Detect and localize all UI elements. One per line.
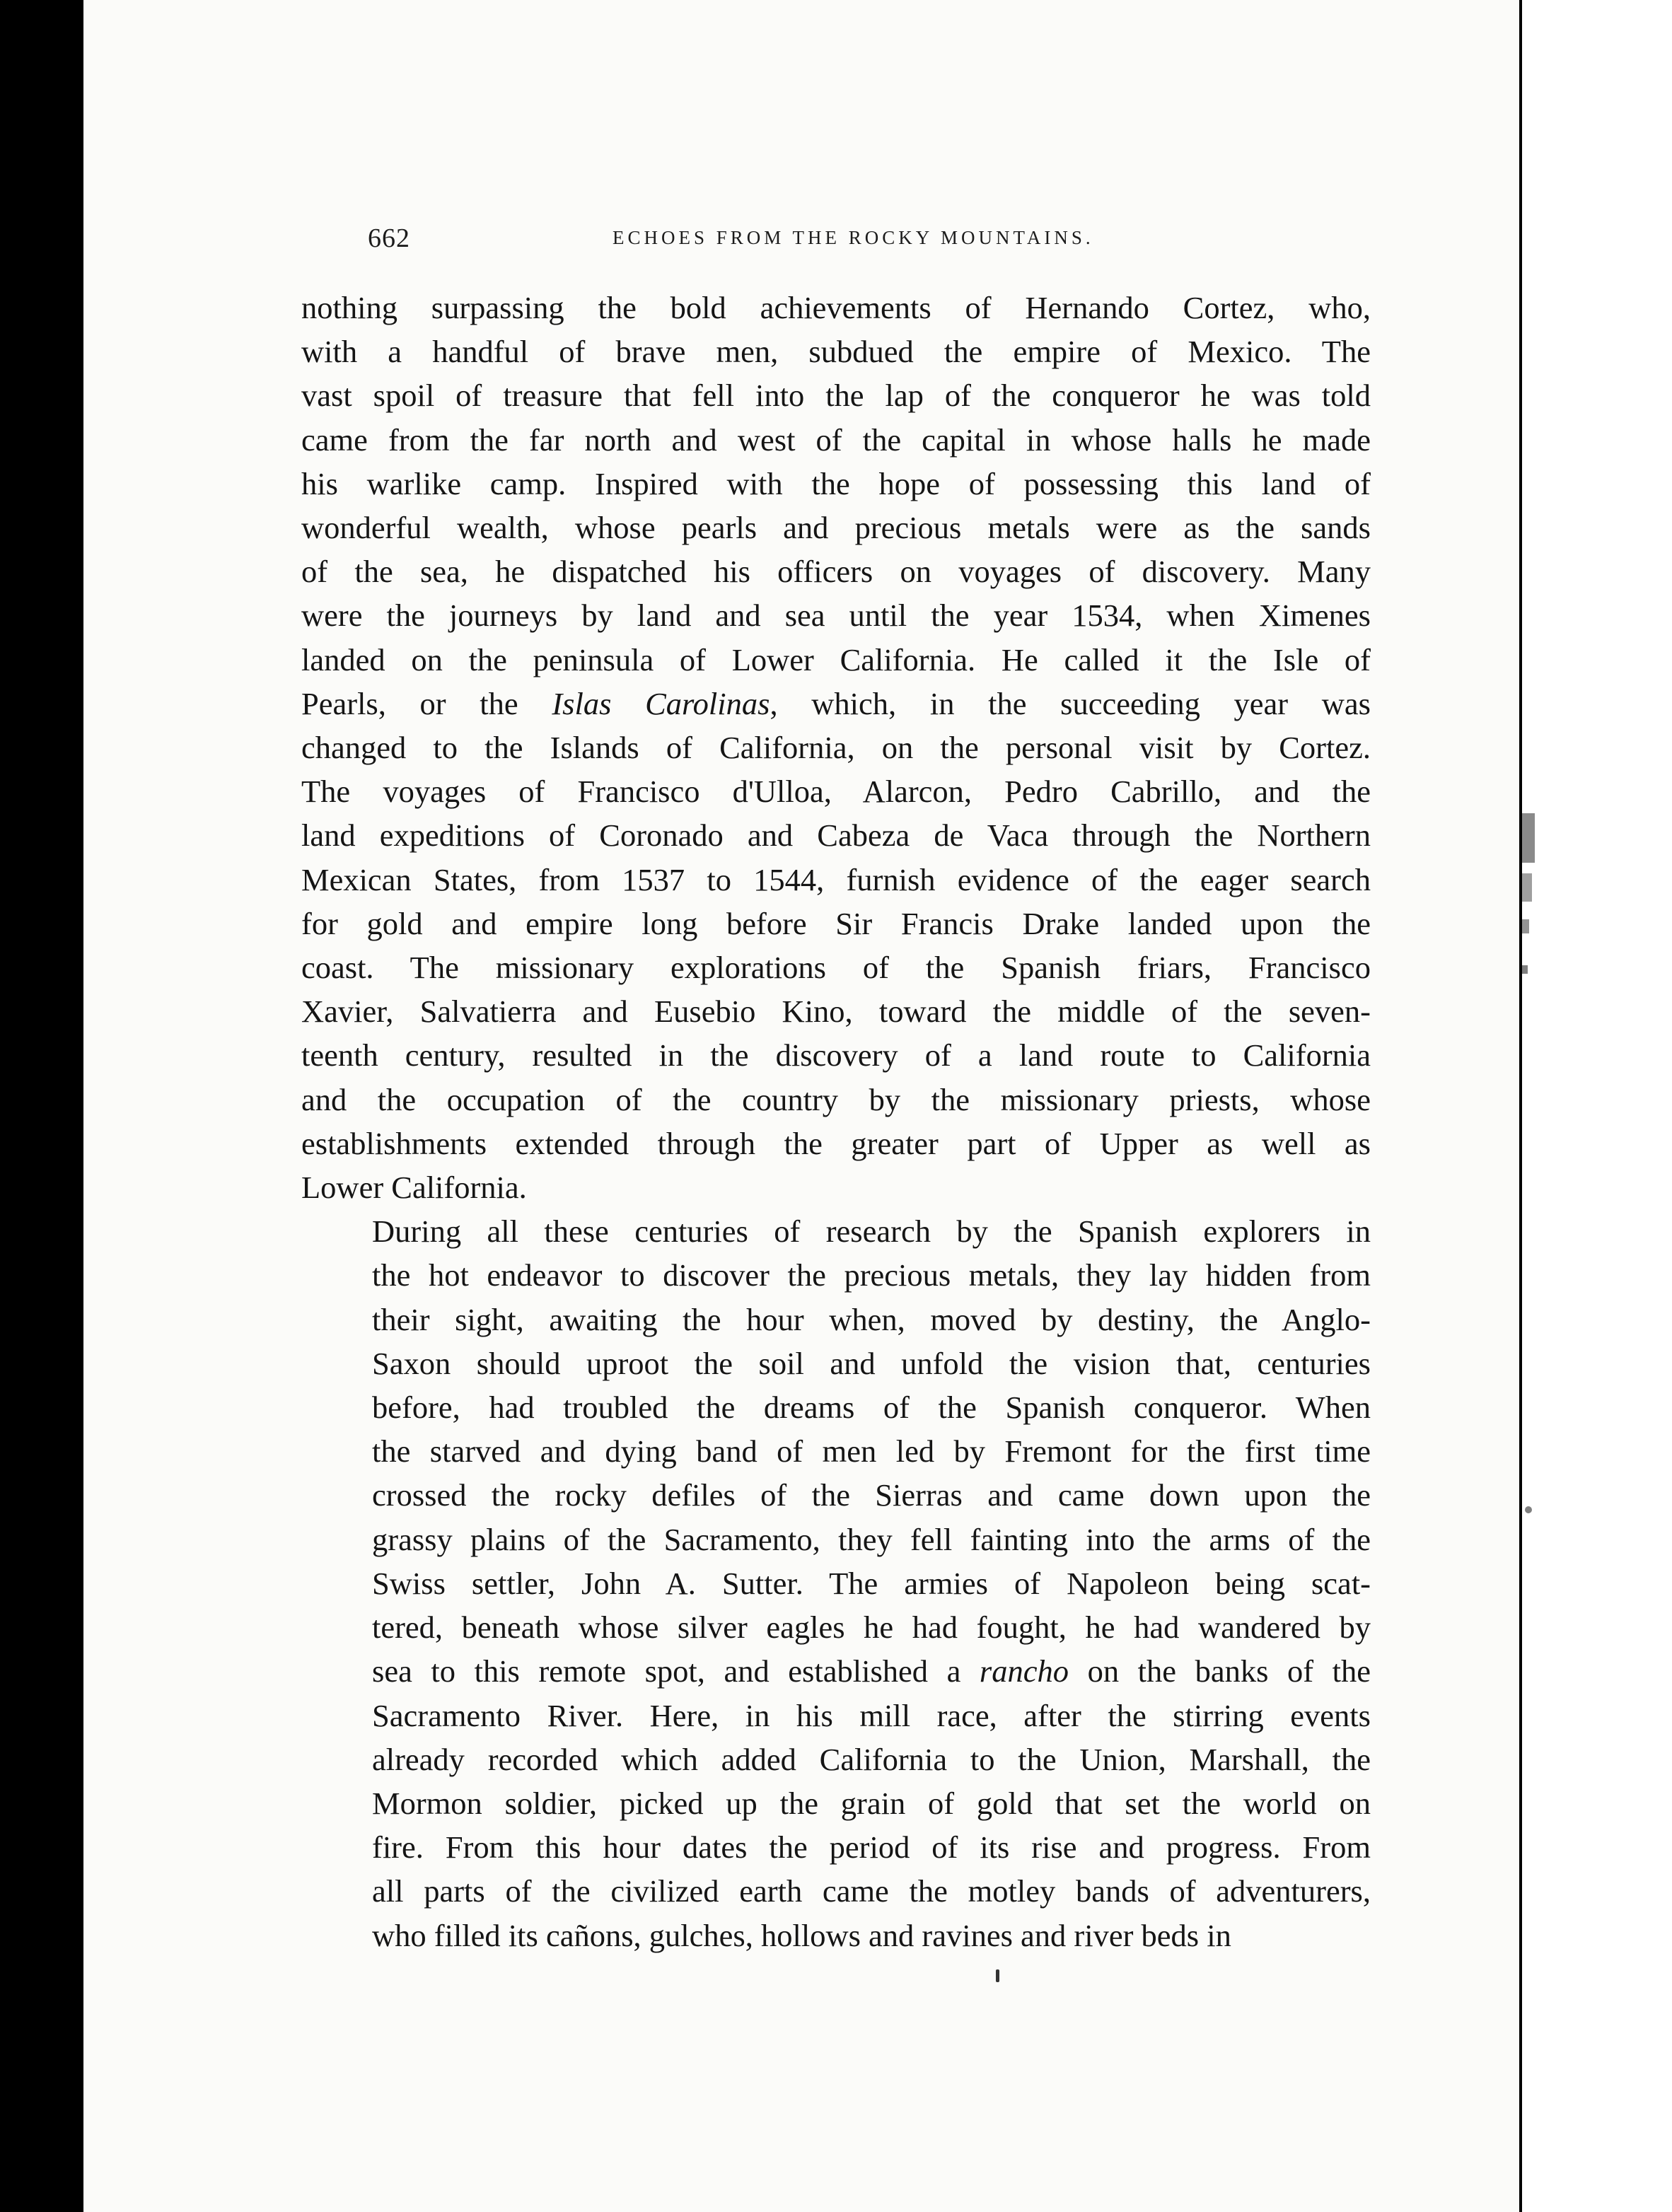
- text-line: of the sea, he dispatched his officers on voyages of discovery. Many: [301, 554, 1371, 590]
- text-line: changed to the Islands of California, on the personal visit by Cortez.: [301, 730, 1371, 766]
- text-line: before, had troubled the dreams of the Spanish conqueror. When: [372, 1390, 1371, 1426]
- text-run: sea to this remote spot, and established a: [372, 1653, 980, 1689]
- text-line: During all these centuries of research by the Spanish explorers in: [372, 1213, 1371, 1250]
- printer-mark: [996, 1969, 999, 1982]
- text-line: teenth century, resulted in the discovery of a land route to California: [301, 1037, 1371, 1073]
- running-head-title: ECHOES FROM THE ROCKY MOUNTAINS.: [613, 227, 1094, 248]
- text-line: vast spoil of treasure that fell into the lap of the conqueror he was told: [301, 378, 1371, 414]
- text-line: Saxon should uproot the soil and unfold the vision that, centuries: [372, 1345, 1371, 1381]
- text-line: Mexican States, from 1537 to 1544, furnish evidence of the eager search: [301, 861, 1371, 897]
- text-line: their sight, awaiting the hour when, moved by destiny, the Anglo-: [372, 1301, 1371, 1337]
- text-line: crossed the rocky defiles of the Sierras and came down upon the: [372, 1477, 1371, 1513]
- text-line: establishments extended through the greater part of Upper as well as: [301, 1125, 1371, 1161]
- text-line: already recorded which added California to the Union, Marshall, the: [372, 1741, 1371, 1777]
- text-line: with a handful of brave men, subdued the empire of Mexico. The: [301, 334, 1371, 370]
- text-line: The voyages of Francisco d'Ulloa, Alarcon, Pedro Cabrillo, and the: [301, 774, 1371, 810]
- text-line: coast. The missionary explorations of the Spanish friars, Francisco: [301, 950, 1371, 986]
- text-line: [301, 1649, 1371, 1693]
- margin-speck: [1525, 1506, 1532, 1513]
- running-head: [368, 223, 1471, 265]
- text-run: on the banks of the: [1069, 1653, 1371, 1689]
- text-line: [301, 682, 1371, 726]
- margin-speck: [1522, 873, 1532, 902]
- page-number: 662: [368, 223, 410, 253]
- text-line: and the occupation of the country by the missionary priests, whose: [301, 1081, 1371, 1117]
- margin-speck: [1522, 919, 1529, 933]
- paragraph-2: [301, 1209, 1371, 1957]
- text-line: the hot endeavor to discover the precious metals, they lay hidden from: [372, 1257, 1371, 1293]
- text-line: were the journeys by land and sea until the year 1534, when Ximenes: [301, 598, 1371, 634]
- text-line: Xavier, Salvatierra and Eusebio Kino, toward the middle of the seven-: [301, 994, 1371, 1030]
- text-line: for gold and empire long before Sir Francis Drake landed upon the: [301, 905, 1371, 941]
- text-line: Mormon soldier, picked up the grain of gold that set the world on: [372, 1785, 1371, 1821]
- text-run: , which, in the succeeding year was: [770, 685, 1371, 721]
- text-line: wonderful wealth, whose pearls and precious metals were as the sands: [301, 510, 1371, 546]
- facing-page-edge: [1522, 0, 1672, 2212]
- paragraph-1: [301, 286, 1371, 1209]
- text-line: nothing surpassing the bold achievements of Hernando Cortez, who,: [301, 290, 1371, 325]
- margin-speck: [1522, 965, 1528, 974]
- text-line: Lower California.: [301, 1170, 527, 1206]
- italic-term: Islas Carolinas: [552, 685, 770, 721]
- text-line: the starved and dying band of men led by Fremont for the first time: [372, 1433, 1371, 1469]
- text-run: Pearls, or the: [301, 685, 552, 721]
- text-line: fire. From this hour dates the period of its rise and progress. From: [372, 1829, 1371, 1865]
- text-line: grassy plains of the Sacramento, they fell fainting into the arms of the: [372, 1521, 1371, 1557]
- body-text: [301, 286, 1371, 1957]
- margin-speck: [1522, 813, 1535, 863]
- italic-term: rancho: [979, 1653, 1069, 1689]
- text-line: his warlike camp. Inspired with the hope of possessing this land of: [301, 465, 1371, 501]
- text-line: came from the far north and west of the capital in whose halls he made: [301, 421, 1371, 458]
- text-line: land expeditions of Coronado and Cabeza de Vaca through the Northern: [301, 817, 1371, 854]
- text-line: Swiss settler, John A. Sutter. The armies of Napoleon being scat-: [372, 1565, 1371, 1601]
- text-line: who filled its cañons, gulches, hollows and ravines and river beds in: [372, 1917, 1231, 1953]
- text-line: landed on the peninsula of Lower California. He called it the Isle of: [301, 641, 1371, 677]
- text-line: all parts of the civilized earth came the motley bands of adventurers,: [372, 1873, 1371, 1909]
- text-line: Sacramento River. Here, in his mill race, after the stirring events: [372, 1697, 1371, 1733]
- text-line: tered, beneath whose silver eagles he had fought, he had wandered by: [372, 1609, 1371, 1646]
